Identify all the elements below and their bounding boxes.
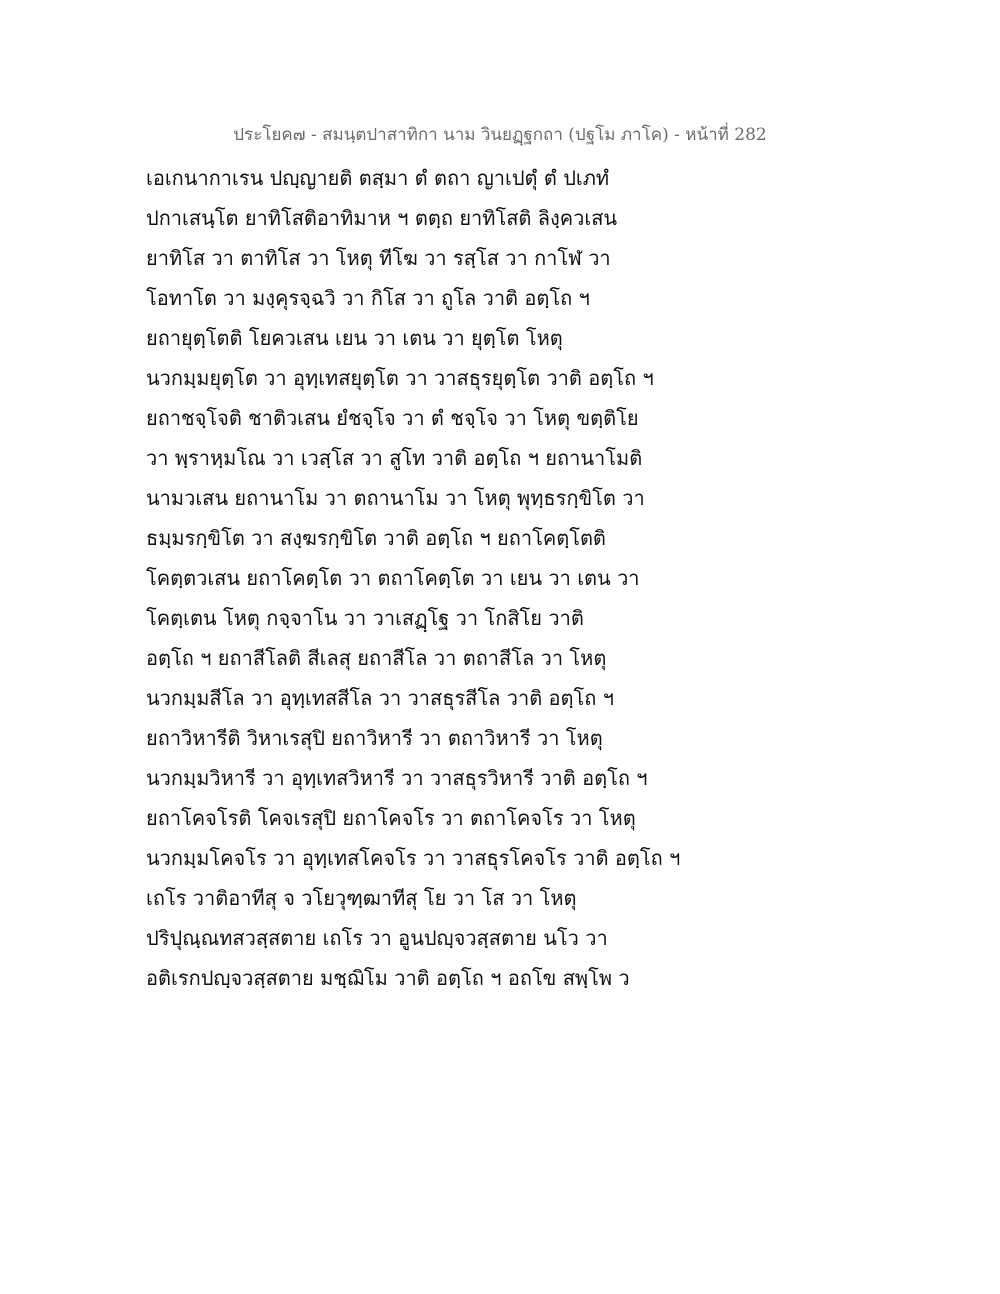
text-line: อตฺโถ ฯ ยถาสีโลติ สีเลสุ ยถาสีโล วา ตถาสีโล วา โหตุ [146,646,607,670]
text-line: เอเกนากาเรน ปญฺญายติ ตสฺมา ตํ ตถา ญาเปตุํ ตํ ปเภทํ [146,166,610,190]
text-line: โคตฺตวเสน ยถาโคตฺโต วา ตถาโคตฺโต วา เยน วา เตน วา [146,566,640,590]
text-line: ยถาชจฺโจติ ชาติวเสน ยํชจฺโจ วา ตํ ชจฺโจ วา โหตุ ขตฺติโย [146,406,639,430]
text-line: นวกมฺมสีโล วา อุทฺเทสสีโล วา วาสธุรสีโล วาติ อตฺโถ ฯ [146,686,614,710]
text-line: ยาทิโส วา ตาทิโส วา โหตุ ทีโฆ วา รสฺโส วา กาโฬ วา [146,246,611,270]
text-line: นวกมฺมโคจโร วา อุทฺเทสโคจโร วา วาสธุรโคจโร วาติ อตฺโถ ฯ [146,846,681,870]
text-line: โคตฺเตน โหตุ กจฺจาโน วา วาเสฏฺโฐ วา โกสิโย วาติ [146,606,584,630]
body-text [146,158,886,998]
text-line: เถโร วาติอาทีสุ จ วโยวุฑฺฒาทีสุ โย วา โส วา โหตุ [146,886,577,910]
text-line: นวกมฺมวิหารี วา อุทฺเทสวิหารี วา วาสธุรวิหารี วาติ อตฺโถ ฯ [146,766,648,790]
text-line: วา พฺราหฺมโณ วา เวสฺโส วา สูโท วาติ อตฺโถ ฯ ยถานาโมติ [146,446,643,470]
running-header: ประโยค๗ - สมนฺตปาสาทิกา นาม วินยฏฺฐกถา (ปฐโม ภาโค) - หน้าที่ 282 [233,125,767,145]
text-line: โอทาโต วา มงฺคุรจฺฉวิ วา กิโส วา ถูโล วาติ อตฺโถ ฯ [146,286,590,310]
text-line: นามวเสน ยถานาโม วา ตถานาโม วา โหตุ พุทฺธรกฺขิโต วา [146,486,645,510]
text-line: ยถาโคจโรติ โคจเรสุปิ ยถาโคจโร วา ตถาโคจโร วา โหตุ [146,806,636,830]
text-line: ปกาเสนฺโต ยาทิโสติอาทิมาห ฯ ตตฺถ ยาทิโสติ ลิงฺควเสน [146,206,618,230]
text-line: อติเรกปญฺจวสฺสตาย มชฺฌิโม วาติ อตฺโถ ฯ อถโข สพฺโพ ว [146,966,630,990]
text-line: นวกมฺมยุตฺโต วา อุทฺเทสยุตฺโต วา วาสธุรยุตฺโต วาติ อตฺโถ ฯ [146,366,654,390]
text-line: ยถาวิหารีติ วิหาเรสุปิ ยถาวิหารี วา ตถาวิหารี วา โหตุ [146,726,603,750]
text-line: ธมฺมรกฺขิโต วา สงฺฆรกฺขิโต วาติ อตฺโถ ฯ ยถาโคตฺโตติ [146,526,606,550]
text-line: ปริปุณฺณทสวสฺสตาย เถโร วา อูนปญฺจวสฺสตาย นโว วา [146,926,608,950]
text-line: ยถายุตฺโตติ โยควเสน เยน วา เตน วา ยุตฺโต โหตุ [146,326,563,350]
